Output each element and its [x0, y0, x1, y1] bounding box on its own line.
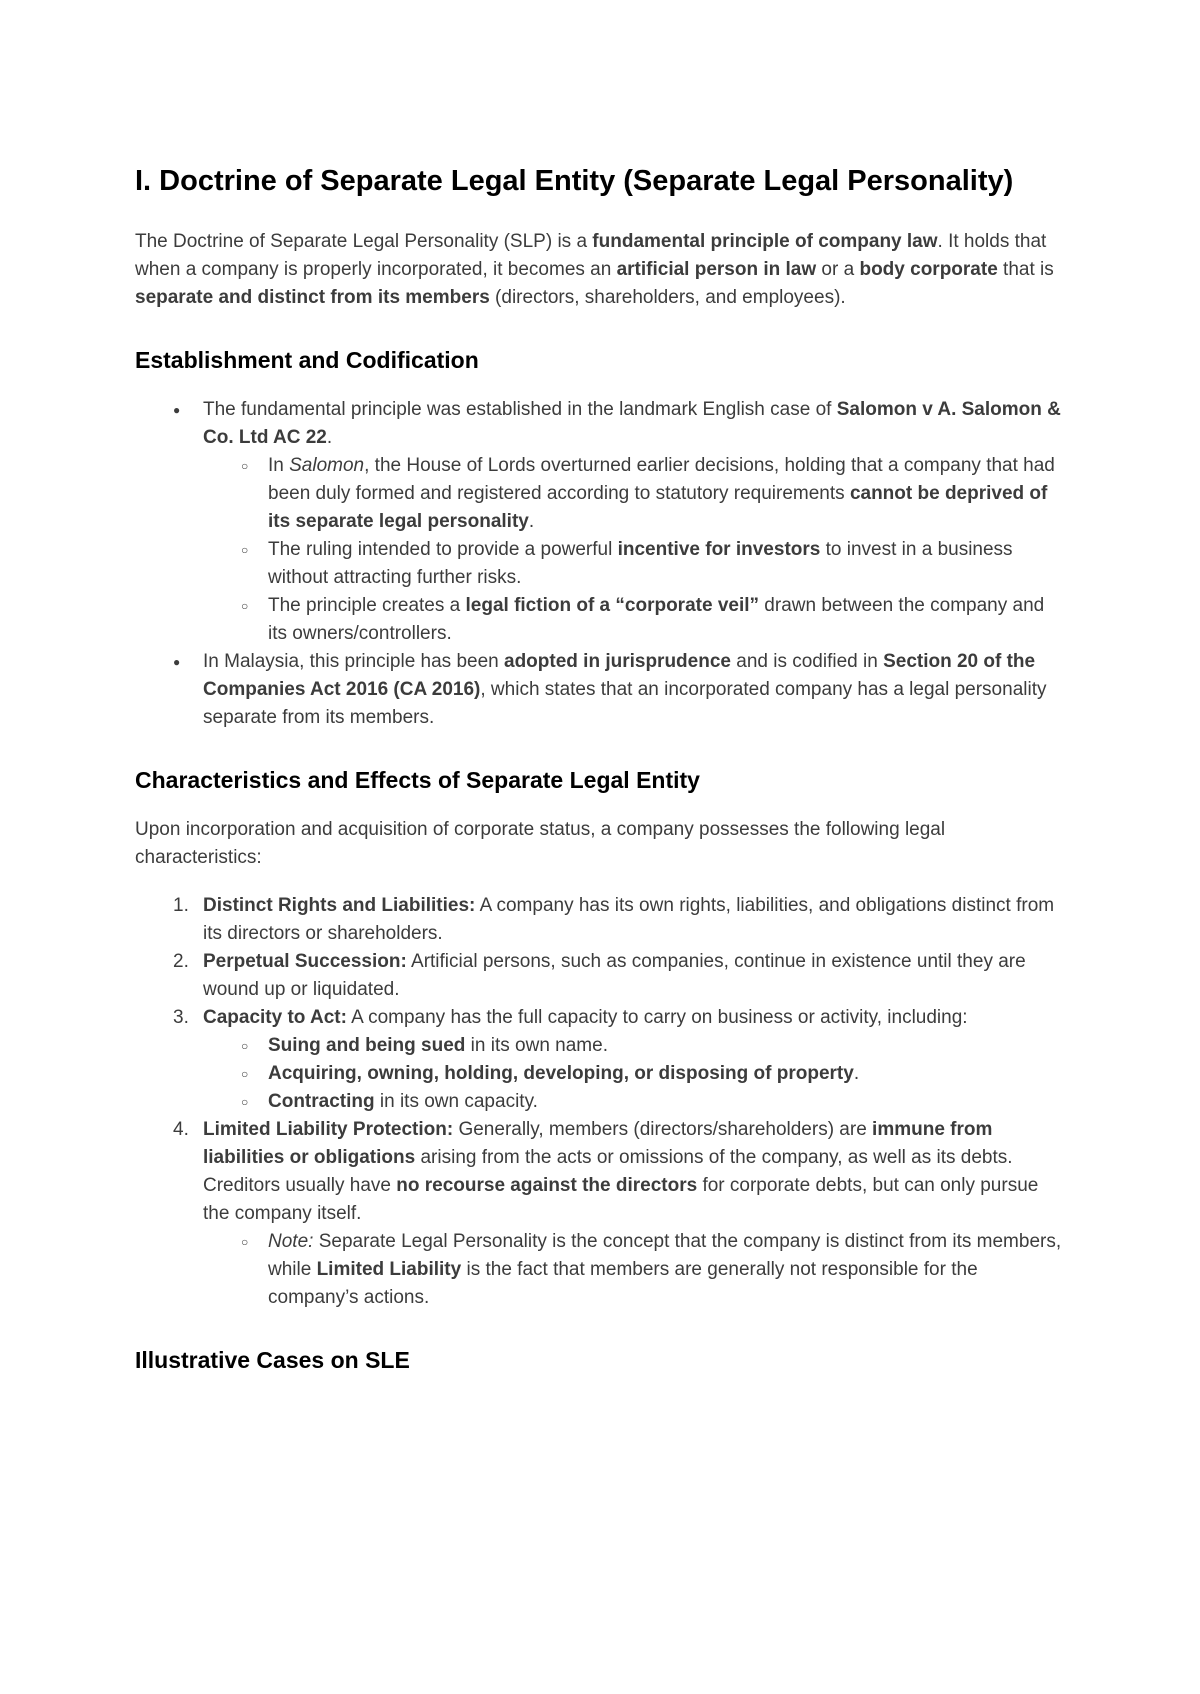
text-run: Generally, members (directors/shareholders) are — [453, 1118, 873, 1140]
list-item-text — [203, 1119, 1038, 1224]
bold-text-run: Limited Liability Protection: — [203, 1118, 454, 1140]
sub-list-item — [203, 1032, 1065, 1060]
text-run: A company has the full capacity to carry on business or activity, including: — [346, 1006, 968, 1028]
text-run: The ruling intended to provide a powerful — [268, 538, 618, 560]
text-run: , which states that an incorporated company has a legal personality separate from its members. — [203, 678, 1047, 728]
heading-establishment-and-codification: Establishment and Codification — [135, 347, 479, 374]
sub-list-item — [203, 592, 1065, 648]
characteristics-intro-paragraph — [135, 816, 1065, 872]
bold-text-run: no recourse against the directors — [396, 1174, 698, 1196]
text-run: The principle creates a — [268, 594, 466, 616]
text-run: . — [853, 1062, 860, 1084]
sub-list — [203, 452, 1065, 648]
bold-text-run: immune from liabilities or obligations — [203, 1118, 993, 1168]
text-run: The fundamental principle was established in the landmark English case of — [203, 398, 837, 420]
text-run: . — [326, 426, 333, 448]
text-run: arising from the acts or omissions of the company, as well as its debts. Creditors usually have — [203, 1146, 1013, 1196]
bold-text-run: legal fiction of a “corporate veil” — [465, 594, 760, 616]
italic-text-run: Note: — [268, 1230, 314, 1252]
sub-list-item — [203, 536, 1065, 592]
text-run: Upon incorporation and acquisition of corporate status, a company possesses the following legal characteristics: — [135, 818, 946, 868]
sub-list-item — [203, 452, 1065, 536]
italic-text-run: Salomon — [289, 454, 365, 476]
bold-text-run: separate and distinct from its members — [135, 287, 490, 309]
bold-text-run: Salomon v A. Salomon & Co. Ltd AC 22 — [203, 398, 1061, 448]
bold-text-run: Section 20 of the Companies Act 2016 (CA 2016) — [203, 650, 1036, 700]
text-run: . — [528, 510, 535, 532]
establishment-bullet-list — [135, 396, 1065, 732]
text-run: that is — [997, 259, 1054, 281]
characteristics-numbered-list — [135, 892, 1065, 1312]
list-item — [135, 1004, 1065, 1116]
text-run: , the House of Lords overturned earlier decisions, holding that a company that had been duly formed and registered according to statutory requirements — [268, 454, 1055, 504]
bold-text-run: Capacity to Act: — [203, 1006, 347, 1028]
text-run: Artificial persons, such as companies, continue in existence until they are wound up or liquidated. — [203, 950, 1026, 1000]
sub-list-item — [203, 1088, 1065, 1116]
sub-list-item — [203, 1228, 1065, 1312]
text-run: drawn between the company and its owners/controllers. — [268, 594, 1045, 644]
bold-text-run: body corporate — [859, 259, 998, 281]
bold-text-run: adopted in jurisprudence — [504, 650, 731, 672]
bold-text-run: cannot be deprived of its separate legal personality — [268, 482, 1048, 532]
text-run: to invest in a business without attracting further risks. — [268, 538, 1013, 588]
bold-text-run: Contracting — [268, 1090, 375, 1112]
heading-characteristics-and-effects: Characteristics and Effects of Separate Legal Entity — [135, 766, 700, 793]
list-item — [135, 648, 1065, 732]
sub-list — [203, 1228, 1065, 1312]
bold-text-run: Limited Liability — [316, 1258, 462, 1280]
text-run: . It holds that when a company is properly incorporated, it becomes an — [135, 231, 1047, 281]
bold-text-run: fundamental principle of company law — [592, 231, 938, 253]
text-run: is the fact that members are generally not responsible for the company’s actions. — [268, 1258, 978, 1308]
bold-text-run: Acquiring, owning, holding, developing, or disposing of property — [268, 1062, 854, 1084]
text-run: In Malaysia, this principle has been — [203, 650, 504, 672]
text-run: for corporate debts, but can only pursue the company itself. — [203, 1174, 1039, 1224]
list-item-text — [203, 651, 1046, 728]
text-run: in its own capacity. — [374, 1090, 538, 1112]
text-run: or a — [816, 259, 860, 281]
document-title: I. Doctrine of Separate Legal Entity (Separate Legal Personality) — [135, 165, 1014, 197]
list-item — [135, 948, 1065, 1004]
sub-list-item — [203, 1060, 1065, 1088]
bold-text-run: artificial person in law — [616, 259, 817, 281]
list-item-text — [203, 399, 1061, 448]
bold-text-run: Suing and being sued — [268, 1034, 466, 1056]
list-item-text — [203, 951, 1026, 1000]
text-run: (directors, shareholders, and employees). — [489, 287, 846, 309]
bold-text-run: incentive for investors — [617, 538, 821, 560]
text-run: The Doctrine of Separate Legal Personality (SLP) is a — [135, 231, 593, 253]
bold-text-run: Distinct Rights and Liabilities: — [203, 894, 476, 916]
list-item-text — [203, 895, 1054, 944]
list-item — [135, 892, 1065, 948]
text-run: A company has its own rights, liabilities, and obligations distinct from its directors or shareholders. — [203, 894, 1055, 944]
list-item — [135, 1116, 1065, 1312]
sub-list — [203, 1032, 1065, 1116]
text-run: In — [268, 454, 290, 476]
intro-paragraph — [135, 228, 1065, 312]
text-run: in its own name. — [465, 1034, 608, 1056]
list-item-text — [203, 1007, 968, 1028]
text-run: and is codified in — [730, 650, 884, 672]
list-item — [135, 396, 1065, 648]
text-run: Separate Legal Personality is the concept that the company is distinct from its members, while — [268, 1230, 1062, 1280]
heading-illustrative-cases-on-sle: Illustrative Cases on SLE — [135, 1346, 410, 1373]
bold-text-run: Perpetual Succession: — [203, 950, 407, 972]
